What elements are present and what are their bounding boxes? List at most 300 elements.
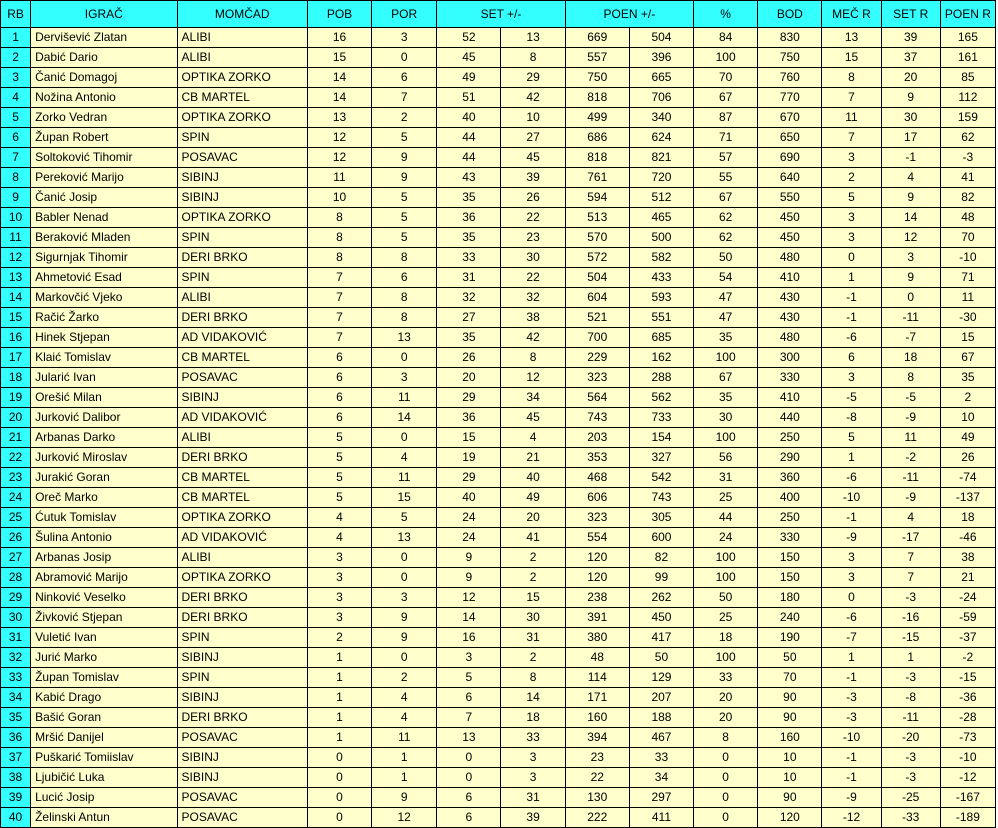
cell-set-minus: 3 — [501, 768, 565, 788]
cell-poen-r: 49 — [940, 428, 995, 448]
cell-poen-minus: 500 — [629, 228, 693, 248]
cell-mec-r: -9 — [822, 788, 881, 808]
cell-rb: 13 — [1, 268, 31, 288]
cell-set-r: 4 — [881, 508, 940, 528]
cell-por: 2 — [372, 108, 437, 128]
cell-momcad: CB MARTEL — [177, 348, 307, 368]
cell-poen-minus: 188 — [629, 708, 693, 728]
cell-set-r: 12 — [881, 228, 940, 248]
cell-mec-r: 3 — [822, 208, 881, 228]
cell-percent: 35 — [694, 388, 758, 408]
cell-rb: 27 — [1, 548, 31, 568]
cell-poen-plus: 394 — [565, 728, 629, 748]
cell-rb: 32 — [1, 648, 31, 668]
cell-poen-r: -167 — [940, 788, 995, 808]
cell-bod: 50 — [758, 648, 822, 668]
table-row — [1, 548, 996, 568]
cell-set-minus: 49 — [501, 488, 565, 508]
cell-bod: 250 — [758, 508, 822, 528]
table-row — [1, 388, 996, 408]
cell-mec-r: 3 — [822, 568, 881, 588]
cell-poen-r: -37 — [940, 628, 995, 648]
table-row — [1, 188, 996, 208]
cell-poen-plus: 761 — [565, 168, 629, 188]
cell-set-r: 1 — [881, 648, 940, 668]
cell-poen-minus: 685 — [629, 328, 693, 348]
cell-mec-r: 6 — [822, 348, 881, 368]
cell-rb: 15 — [1, 308, 31, 328]
cell-set-r: 3 — [881, 248, 940, 268]
cell-por: 5 — [372, 128, 437, 148]
cell-pob: 1 — [307, 728, 371, 748]
cell-poen-plus: 499 — [565, 108, 629, 128]
cell-set-minus: 15 — [501, 588, 565, 608]
cell-por: 11 — [372, 468, 437, 488]
cell-poen-minus: 465 — [629, 208, 693, 228]
cell-momcad: CB MARTEL — [177, 488, 307, 508]
cell-pob: 16 — [307, 28, 371, 48]
cell-set-plus: 36 — [437, 208, 501, 228]
cell-poen-minus: 504 — [629, 28, 693, 48]
cell-rb: 36 — [1, 728, 31, 748]
cell-mec-r: 1 — [822, 448, 881, 468]
cell-por: 4 — [372, 688, 437, 708]
cell-mec-r: -1 — [822, 508, 881, 528]
table-row — [1, 788, 996, 808]
cell-momcad: AD VIDAKOVIĆ — [177, 408, 307, 428]
cell-bod: 430 — [758, 288, 822, 308]
cell-poen-r: 71 — [940, 268, 995, 288]
cell-bod: 240 — [758, 608, 822, 628]
cell-pob: 0 — [307, 808, 371, 828]
table-row — [1, 488, 996, 508]
cell-bod: 300 — [758, 348, 822, 368]
cell-set-r: -20 — [881, 728, 940, 748]
table-row — [1, 128, 996, 148]
cell-por: 12 — [372, 808, 437, 828]
cell-poen-r: 82 — [940, 188, 995, 208]
cell-set-minus: 45 — [501, 148, 565, 168]
cell-igrac: Klaić Tomislav — [31, 348, 177, 368]
cell-rb: 5 — [1, 108, 31, 128]
cell-momcad: CB MARTEL — [177, 468, 307, 488]
cell-bod: 250 — [758, 428, 822, 448]
cell-set-plus: 35 — [437, 328, 501, 348]
cell-rb: 20 — [1, 408, 31, 428]
cell-poen-minus: 467 — [629, 728, 693, 748]
cell-poen-r: 15 — [940, 328, 995, 348]
cell-set-plus: 20 — [437, 368, 501, 388]
cell-rb: 30 — [1, 608, 31, 628]
cell-poen-plus: 380 — [565, 628, 629, 648]
cell-poen-r: 112 — [940, 88, 995, 108]
cell-igrac: Hinek Stjepan — [31, 328, 177, 348]
cell-set-plus: 29 — [437, 388, 501, 408]
cell-set-plus: 19 — [437, 448, 501, 468]
cell-poen-plus: 391 — [565, 608, 629, 628]
col-header-por: POR — [372, 1, 437, 28]
cell-momcad: SPIN — [177, 628, 307, 648]
cell-rb: 34 — [1, 688, 31, 708]
cell-igrac: Dervišević Zlatan — [31, 28, 177, 48]
cell-poen-minus: 288 — [629, 368, 693, 388]
col-header-set-r: SET R — [881, 1, 940, 28]
col-header-igrac: IGRAČ — [31, 1, 177, 28]
cell-momcad: SIBINJ — [177, 768, 307, 788]
cell-percent: 57 — [694, 148, 758, 168]
cell-mec-r: -5 — [822, 388, 881, 408]
cell-poen-r: 70 — [940, 228, 995, 248]
cell-set-plus: 9 — [437, 548, 501, 568]
table-row — [1, 608, 996, 628]
cell-percent: 31 — [694, 468, 758, 488]
col-header-momcad: MOMČAD — [177, 1, 307, 28]
cell-rb: 40 — [1, 808, 31, 828]
cell-poen-r: -15 — [940, 668, 995, 688]
cell-set-minus: 14 — [501, 688, 565, 708]
cell-pob: 3 — [307, 608, 371, 628]
table-row — [1, 308, 996, 328]
cell-set-r: -15 — [881, 628, 940, 648]
cell-set-plus: 40 — [437, 108, 501, 128]
cell-por: 9 — [372, 148, 437, 168]
cell-bod: 120 — [758, 808, 822, 828]
cell-set-r: -9 — [881, 408, 940, 428]
cell-pob: 5 — [307, 428, 371, 448]
table-row — [1, 588, 996, 608]
cell-poen-plus: 120 — [565, 568, 629, 588]
cell-rb: 29 — [1, 588, 31, 608]
cell-poen-r: 62 — [940, 128, 995, 148]
cell-poen-minus: 582 — [629, 248, 693, 268]
cell-momcad: ALIBI — [177, 428, 307, 448]
col-header-poen-r: POEN R — [940, 1, 995, 28]
cell-percent: 100 — [694, 568, 758, 588]
cell-percent: 67 — [694, 88, 758, 108]
cell-set-plus: 44 — [437, 128, 501, 148]
cell-momcad: SIBINJ — [177, 688, 307, 708]
table-row — [1, 268, 996, 288]
cell-poen-plus: 238 — [565, 588, 629, 608]
table-row — [1, 628, 996, 648]
cell-set-plus: 24 — [437, 508, 501, 528]
cell-poen-r: 48 — [940, 208, 995, 228]
cell-bod: 650 — [758, 128, 822, 148]
cell-pob: 10 — [307, 188, 371, 208]
cell-mec-r: 0 — [822, 588, 881, 608]
col-header-bod: BOD — [758, 1, 822, 28]
cell-poen-minus: 600 — [629, 528, 693, 548]
cell-set-minus: 34 — [501, 388, 565, 408]
cell-mec-r: 3 — [822, 148, 881, 168]
cell-mec-r: -10 — [822, 728, 881, 748]
cell-percent: 25 — [694, 608, 758, 628]
cell-poen-minus: 162 — [629, 348, 693, 368]
cell-set-minus: 2 — [501, 648, 565, 668]
cell-rb: 39 — [1, 788, 31, 808]
cell-percent: 30 — [694, 408, 758, 428]
table-row — [1, 28, 996, 48]
cell-set-plus: 24 — [437, 528, 501, 548]
cell-poen-plus: 750 — [565, 68, 629, 88]
cell-mec-r: -1 — [822, 308, 881, 328]
cell-poen-minus: 154 — [629, 428, 693, 448]
cell-igrac: Soltoković Tihomir — [31, 148, 177, 168]
cell-momcad: OPTIKA ZORKO — [177, 208, 307, 228]
cell-rb: 16 — [1, 328, 31, 348]
cell-igrac: Jurković Miroslav — [31, 448, 177, 468]
cell-set-minus: 18 — [501, 708, 565, 728]
cell-poen-plus: 554 — [565, 528, 629, 548]
cell-poen-minus: 82 — [629, 548, 693, 568]
cell-rb: 7 — [1, 148, 31, 168]
cell-percent: 0 — [694, 788, 758, 808]
cell-por: 5 — [372, 508, 437, 528]
cell-set-r: 30 — [881, 108, 940, 128]
cell-igrac: Lucić Josip — [31, 788, 177, 808]
cell-poen-plus: 686 — [565, 128, 629, 148]
table-row — [1, 428, 996, 448]
cell-poen-r: -189 — [940, 808, 995, 828]
cell-set-r: 8 — [881, 368, 940, 388]
cell-mec-r: -1 — [822, 288, 881, 308]
cell-percent: 8 — [694, 728, 758, 748]
cell-por: 9 — [372, 788, 437, 808]
cell-set-plus: 36 — [437, 408, 501, 428]
cell-poen-r: -30 — [940, 308, 995, 328]
cell-mec-r: 5 — [822, 428, 881, 448]
cell-percent: 62 — [694, 228, 758, 248]
cell-momcad: DERI BRKO — [177, 588, 307, 608]
table-row — [1, 648, 996, 668]
cell-set-minus: 30 — [501, 248, 565, 268]
cell-set-plus: 27 — [437, 308, 501, 328]
cell-mec-r: 15 — [822, 48, 881, 68]
cell-percent: 100 — [694, 348, 758, 368]
cell-set-r: -7 — [881, 328, 940, 348]
cell-set-r: -3 — [881, 588, 940, 608]
cell-bod: 670 — [758, 108, 822, 128]
cell-set-plus: 44 — [437, 148, 501, 168]
cell-momcad: SIBINJ — [177, 168, 307, 188]
cell-bod: 190 — [758, 628, 822, 648]
cell-rb: 21 — [1, 428, 31, 448]
cell-poen-minus: 706 — [629, 88, 693, 108]
cell-mec-r: 7 — [822, 128, 881, 148]
cell-poen-plus: 323 — [565, 508, 629, 528]
cell-poen-r: 165 — [940, 28, 995, 48]
cell-momcad: ALIBI — [177, 48, 307, 68]
cell-igrac: Ninković Veselko — [31, 588, 177, 608]
cell-poen-r: 38 — [940, 548, 995, 568]
cell-pob: 7 — [307, 268, 371, 288]
cell-set-r: -11 — [881, 308, 940, 328]
cell-set-minus: 32 — [501, 288, 565, 308]
table-row — [1, 708, 996, 728]
cell-set-r: -11 — [881, 468, 940, 488]
cell-bod: 160 — [758, 728, 822, 748]
cell-poen-plus: 700 — [565, 328, 629, 348]
cell-por: 4 — [372, 708, 437, 728]
cell-igrac: Arbanas Darko — [31, 428, 177, 448]
cell-igrac: Sigurnjak Tihomir — [31, 248, 177, 268]
cell-poen-r: 35 — [940, 368, 995, 388]
cell-set-minus: 20 — [501, 508, 565, 528]
cell-set-plus: 51 — [437, 88, 501, 108]
cell-pob: 12 — [307, 128, 371, 148]
cell-rb: 14 — [1, 288, 31, 308]
cell-igrac: Župan Tomislav — [31, 668, 177, 688]
cell-momcad: DERI BRKO — [177, 708, 307, 728]
cell-set-plus: 6 — [437, 808, 501, 828]
cell-poen-r: -10 — [940, 248, 995, 268]
cell-poen-r: 10 — [940, 408, 995, 428]
cell-igrac: Pereković Marijo — [31, 168, 177, 188]
cell-set-r: -17 — [881, 528, 940, 548]
cell-percent: 47 — [694, 288, 758, 308]
cell-igrac: Nožina Antonio — [31, 88, 177, 108]
cell-poen-r: -24 — [940, 588, 995, 608]
cell-poen-minus: 99 — [629, 568, 693, 588]
cell-pob: 3 — [307, 568, 371, 588]
cell-bod: 70 — [758, 668, 822, 688]
table-row — [1, 108, 996, 128]
cell-poen-plus: 818 — [565, 148, 629, 168]
table-row — [1, 468, 996, 488]
cell-pob: 15 — [307, 48, 371, 68]
cell-poen-r: -12 — [940, 768, 995, 788]
cell-set-plus: 26 — [437, 348, 501, 368]
cell-por: 0 — [372, 568, 437, 588]
cell-momcad: DERI BRKO — [177, 448, 307, 468]
cell-set-r: -25 — [881, 788, 940, 808]
cell-poen-r: 41 — [940, 168, 995, 188]
cell-set-r: 7 — [881, 548, 940, 568]
cell-pob: 0 — [307, 788, 371, 808]
cell-set-minus: 4 — [501, 428, 565, 448]
cell-igrac: Ćutuk Tomislav — [31, 508, 177, 528]
cell-igrac: Bašić Goran — [31, 708, 177, 728]
cell-momcad: SIBINJ — [177, 748, 307, 768]
cell-set-plus: 35 — [437, 228, 501, 248]
cell-por: 9 — [372, 168, 437, 188]
cell-poen-minus: 305 — [629, 508, 693, 528]
cell-set-minus: 22 — [501, 268, 565, 288]
cell-poen-minus: 327 — [629, 448, 693, 468]
cell-bod: 360 — [758, 468, 822, 488]
cell-momcad: OPTIKA ZORKO — [177, 508, 307, 528]
cell-mec-r: 7 — [822, 88, 881, 108]
cell-momcad: ALIBI — [177, 288, 307, 308]
cell-igrac: Kabić Drago — [31, 688, 177, 708]
table-row — [1, 508, 996, 528]
cell-set-r: 39 — [881, 28, 940, 48]
cell-set-r: 14 — [881, 208, 940, 228]
cell-momcad: DERI BRKO — [177, 308, 307, 328]
cell-mec-r: -7 — [822, 628, 881, 648]
cell-set-r: -33 — [881, 808, 940, 828]
cell-poen-r: -2 — [940, 648, 995, 668]
cell-igrac: Mršić Danijel — [31, 728, 177, 748]
cell-pob: 14 — [307, 68, 371, 88]
cell-mec-r: -8 — [822, 408, 881, 428]
cell-mec-r: -3 — [822, 688, 881, 708]
cell-poen-minus: 562 — [629, 388, 693, 408]
cell-set-minus: 38 — [501, 308, 565, 328]
cell-poen-plus: 513 — [565, 208, 629, 228]
cell-percent: 0 — [694, 748, 758, 768]
cell-percent: 24 — [694, 528, 758, 548]
cell-poen-r: -137 — [940, 488, 995, 508]
cell-set-minus: 10 — [501, 108, 565, 128]
cell-por: 6 — [372, 68, 437, 88]
cell-rb: 12 — [1, 248, 31, 268]
cell-momcad: POSAVAC — [177, 148, 307, 168]
cell-poen-minus: 450 — [629, 608, 693, 628]
cell-percent: 0 — [694, 808, 758, 828]
cell-poen-plus: 323 — [565, 368, 629, 388]
cell-percent: 20 — [694, 688, 758, 708]
cell-poen-plus: 114 — [565, 668, 629, 688]
cell-poen-minus: 821 — [629, 148, 693, 168]
cell-por: 6 — [372, 268, 437, 288]
cell-poen-plus: 468 — [565, 468, 629, 488]
cell-pob: 6 — [307, 368, 371, 388]
cell-por: 5 — [372, 228, 437, 248]
cell-mec-r: 5 — [822, 188, 881, 208]
cell-set-r: -2 — [881, 448, 940, 468]
cell-set-plus: 7 — [437, 708, 501, 728]
cell-set-minus: 40 — [501, 468, 565, 488]
cell-momcad: POSAVAC — [177, 788, 307, 808]
cell-percent: 100 — [694, 428, 758, 448]
cell-poen-minus: 512 — [629, 188, 693, 208]
table-row — [1, 768, 996, 788]
cell-pob: 14 — [307, 88, 371, 108]
cell-percent: 100 — [694, 648, 758, 668]
cell-set-r: 9 — [881, 268, 940, 288]
cell-bod: 90 — [758, 788, 822, 808]
cell-igrac: Markovčić Vjeko — [31, 288, 177, 308]
cell-rb: 4 — [1, 88, 31, 108]
cell-pob: 0 — [307, 748, 371, 768]
cell-pob: 5 — [307, 488, 371, 508]
cell-igrac: Dabić Dario — [31, 48, 177, 68]
cell-poen-r: -59 — [940, 608, 995, 628]
cell-rb: 38 — [1, 768, 31, 788]
cell-momcad: POSAVAC — [177, 808, 307, 828]
cell-igrac: Želinski Antun — [31, 808, 177, 828]
cell-rb: 2 — [1, 48, 31, 68]
cell-por: 3 — [372, 28, 437, 48]
cell-bod: 690 — [758, 148, 822, 168]
cell-por: 8 — [372, 308, 437, 328]
cell-percent: 84 — [694, 28, 758, 48]
cell-percent: 56 — [694, 448, 758, 468]
cell-mec-r: -3 — [822, 708, 881, 728]
cell-set-r: -9 — [881, 488, 940, 508]
col-header-mec-r: MEČ R — [822, 1, 881, 28]
cell-set-minus: 45 — [501, 408, 565, 428]
cell-rb: 33 — [1, 668, 31, 688]
cell-bod: 400 — [758, 488, 822, 508]
table-row — [1, 808, 996, 828]
cell-por: 1 — [372, 768, 437, 788]
table-row — [1, 148, 996, 168]
cell-mec-r: -6 — [822, 468, 881, 488]
cell-percent: 55 — [694, 168, 758, 188]
cell-set-minus: 42 — [501, 328, 565, 348]
